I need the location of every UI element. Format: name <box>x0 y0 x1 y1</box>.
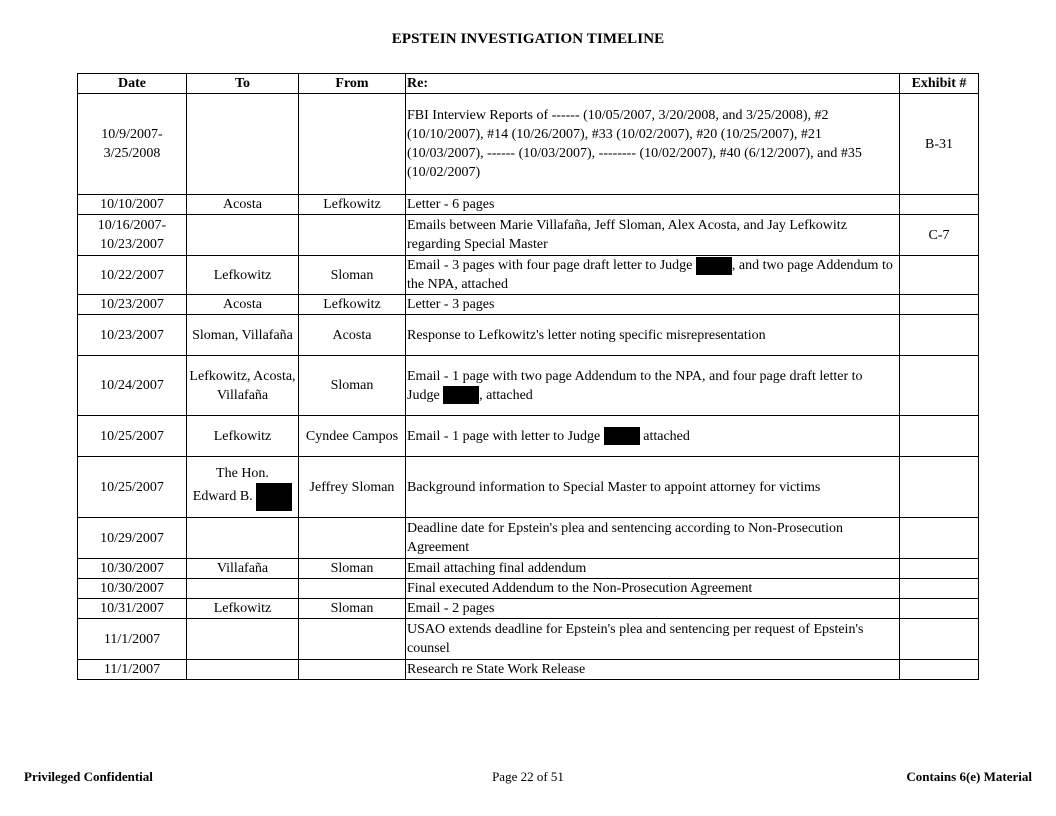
cell-to <box>187 94 299 195</box>
redaction-block <box>443 386 479 404</box>
cell-re: Letter - 3 pages <box>406 295 900 315</box>
cell-exhibit <box>900 195 979 215</box>
cell-date: 10/16/2007-10/23/2007 <box>78 215 187 256</box>
cell-exhibit <box>900 518 979 559</box>
cell-date: 10/23/2007 <box>78 295 187 315</box>
cell-to: Villafaña <box>187 559 299 579</box>
re-text: Email - 1 page with letter to Judge <box>407 428 601 444</box>
cell-from: Lefkowitz <box>299 195 406 215</box>
cell-to <box>187 619 299 660</box>
cell-date: 10/25/2007 <box>78 416 187 457</box>
cell-re: FBI Interview Reports of ------ (10/05/2007, 3/20/2008, and 3/25/2008), #2 (10/10/2007), #14 (10/26/2007), #33 (10/02/2007), #20 (10/25/2007), #21 (10/03/2007), ------ (10/03/2007), -------- (10/02/2007), #40 (6/12/2007), and #35 (10/02/2007) <box>406 94 900 195</box>
cell-date: 10/10/2007 <box>78 195 187 215</box>
cell-exhibit <box>900 579 979 599</box>
cell-from: Cyndee Campos <box>299 416 406 457</box>
cell-re: Research re State Work Release <box>406 660 900 680</box>
footer-6e-notice: Contains 6(e) Material <box>906 769 1032 784</box>
footer-page-number: Page 22 of 51 <box>492 769 564 784</box>
table-row <box>78 416 979 457</box>
table-row <box>78 295 979 315</box>
cell-date: 10/30/2007 <box>78 559 187 579</box>
redaction-block <box>256 483 292 511</box>
cell-from: Lefkowitz <box>299 295 406 315</box>
cell-exhibit <box>900 315 979 356</box>
table-row <box>78 660 979 680</box>
to-line: Edward B. <box>192 488 253 504</box>
footer-privileged: Privileged Confidential <box>24 769 153 784</box>
cell-exhibit: B-31 <box>900 94 979 195</box>
cell-from <box>299 660 406 680</box>
cell-to: Lefkowitz <box>187 256 299 295</box>
cell-re: USAO extends deadline for Epstein's plea and sentencing per request of Epstein's counsel <box>406 619 900 660</box>
cell-re: Final executed Addendum to the Non-Prosecution Agreement <box>406 579 900 599</box>
cell-from <box>299 579 406 599</box>
cell-date: 10/24/2007 <box>78 356 187 416</box>
cell-re: Letter - 6 pages <box>406 195 900 215</box>
header-date: Date <box>78 74 187 94</box>
cell-to: Acosta <box>187 295 299 315</box>
cell-re: Email attaching final addendum <box>406 559 900 579</box>
re-text: , and two page Addendum to the NPA, attached <box>407 258 893 292</box>
cell-to <box>187 660 299 680</box>
cell-from: Sloman <box>299 559 406 579</box>
cell-from <box>299 619 406 660</box>
cell-date: 10/30/2007 <box>78 579 187 599</box>
cell-date: 10/25/2007 <box>78 457 187 518</box>
header-to: To <box>187 74 299 94</box>
cell-re: Background information to Special Master to appoint attorney for victims <box>406 457 900 518</box>
re-text: Email - 1 page with two page Addendum to the NPA, and four page draft letter to Judge <box>407 368 863 403</box>
cell-from <box>299 518 406 559</box>
cell-from: Acosta <box>299 315 406 356</box>
table-row <box>78 94 979 195</box>
cell-exhibit <box>900 599 979 619</box>
cell-re <box>406 256 900 295</box>
table-row <box>78 559 979 579</box>
table-header-row <box>78 74 979 94</box>
table-row <box>78 579 979 599</box>
cell-exhibit <box>900 559 979 579</box>
table-row <box>78 315 979 356</box>
cell-from: Jeffrey Sloman <box>299 457 406 518</box>
cell-re <box>406 416 900 457</box>
cell-to: Lefkowitz <box>187 599 299 619</box>
cell-to <box>187 457 299 518</box>
cell-exhibit <box>900 295 979 315</box>
cell-from: Sloman <box>299 599 406 619</box>
cell-re: Response to Lefkowitz's letter noting specific misrepresentation <box>406 315 900 356</box>
cell-date: 10/23/2007 <box>78 315 187 356</box>
cell-re: Emails between Marie Villafaña, Jeff Sloman, Alex Acosta, and Jay Lefkowitz regarding Special Master <box>406 215 900 256</box>
cell-exhibit <box>900 256 979 295</box>
cell-exhibit <box>900 416 979 457</box>
table-row <box>78 256 979 295</box>
cell-date: 11/1/2007 <box>78 660 187 680</box>
page-title: EPSTEIN INVESTIGATION TIMELINE <box>391 31 665 47</box>
cell-date: 11/1/2007 <box>78 619 187 660</box>
table-row <box>78 195 979 215</box>
cell-to: Sloman, Villafaña <box>187 315 299 356</box>
cell-date: 10/22/2007 <box>78 256 187 295</box>
cell-to: Acosta <box>187 195 299 215</box>
re-text: attached <box>639 428 690 444</box>
cell-from <box>299 94 406 195</box>
cell-exhibit: C-7 <box>900 215 979 256</box>
cell-exhibit <box>900 660 979 680</box>
cell-re <box>406 356 900 416</box>
cell-from: Sloman <box>299 356 406 416</box>
cell-to <box>187 579 299 599</box>
cell-re: Email - 2 pages <box>406 599 900 619</box>
table-row <box>78 599 979 619</box>
cell-exhibit <box>900 356 979 416</box>
timeline-table <box>77 73 979 680</box>
cell-re: Deadline date for Epstein's plea and sentencing according to Non-Prosecution Agreement <box>406 518 900 559</box>
cell-exhibit <box>900 619 979 660</box>
re-text: Email - 3 pages with four page draft letter to Judge <box>407 258 693 273</box>
cell-from: Sloman <box>299 256 406 295</box>
cell-to <box>187 215 299 256</box>
table-row <box>78 619 979 660</box>
header-exhibit: Exhibit # <box>900 74 979 94</box>
cell-date: 10/31/2007 <box>78 599 187 619</box>
re-text: , attached <box>479 387 533 403</box>
header-from: From <box>299 74 406 94</box>
table-row <box>78 518 979 559</box>
table-row <box>78 457 979 518</box>
table-row <box>78 215 979 256</box>
cell-from <box>299 215 406 256</box>
table-row <box>78 356 979 416</box>
cell-date: 10/9/2007-3/25/2008 <box>78 94 187 195</box>
redaction-block <box>696 257 732 275</box>
cell-to <box>187 518 299 559</box>
cell-date: 10/29/2007 <box>78 518 187 559</box>
header-re: Re: <box>406 74 900 94</box>
cell-to: Lefkowitz, Acosta, Villafaña <box>187 356 299 416</box>
redaction-block <box>604 427 640 445</box>
to-line: The Hon. <box>216 465 269 481</box>
cell-exhibit <box>900 457 979 518</box>
cell-to: Lefkowitz <box>187 416 299 457</box>
